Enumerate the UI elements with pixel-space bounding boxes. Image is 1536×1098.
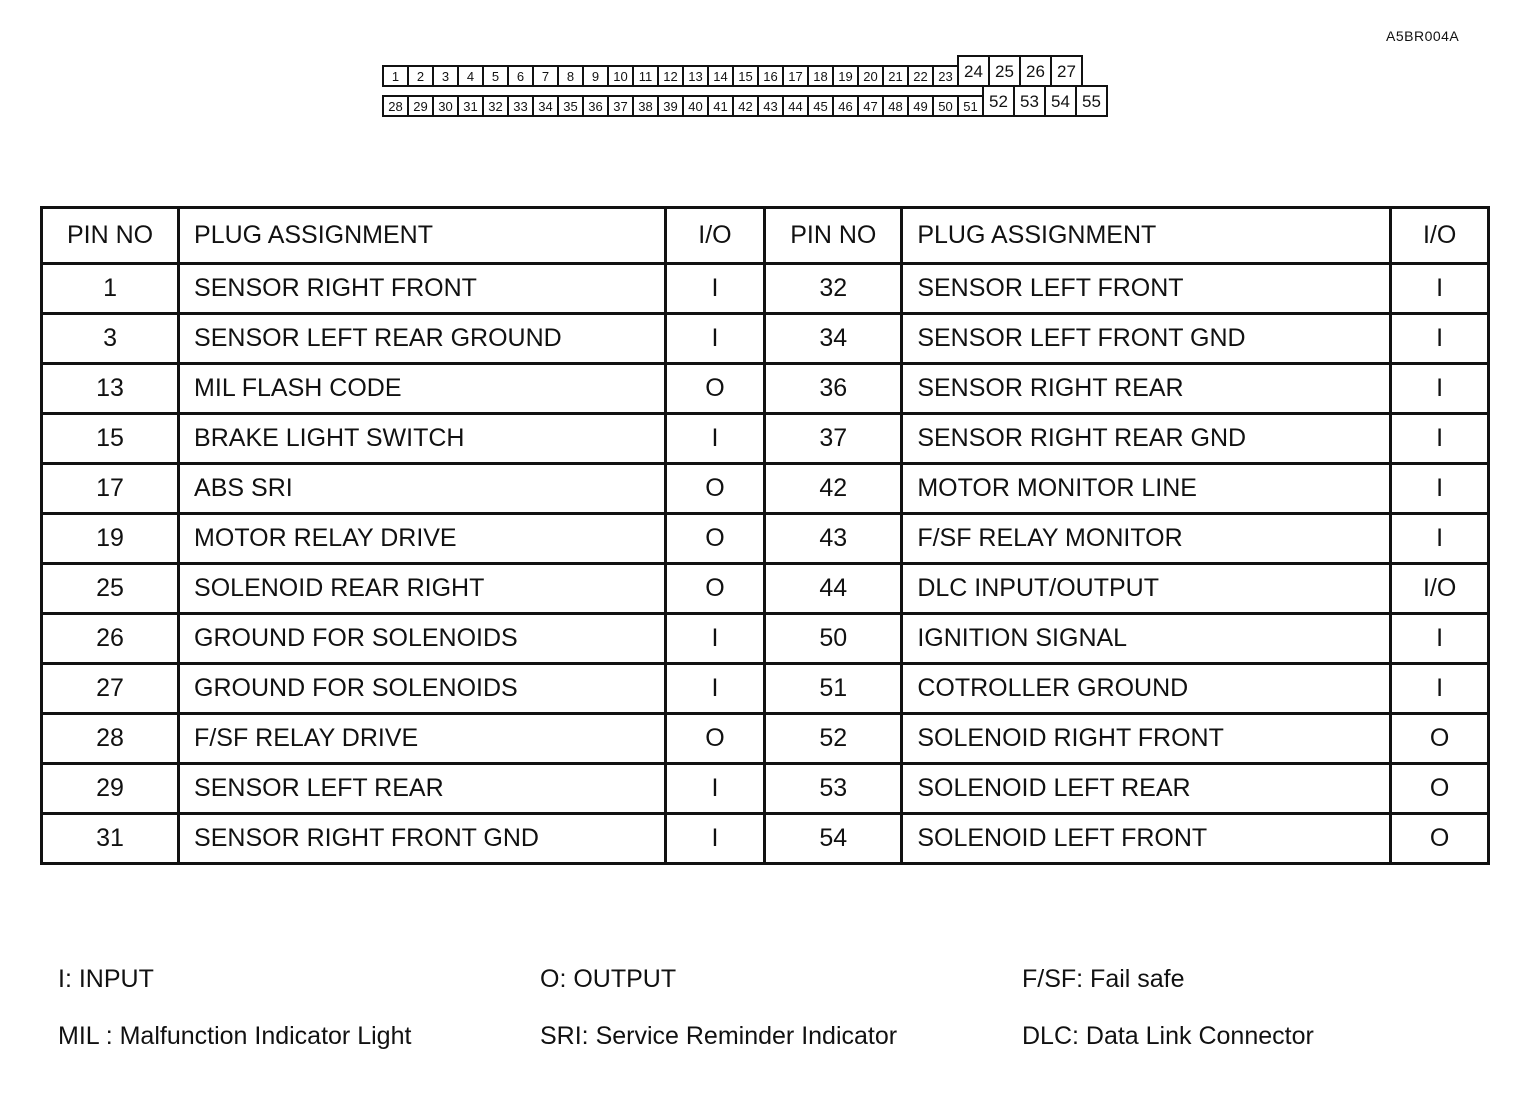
table-row: [42, 464, 1489, 514]
connector-pin: 19: [832, 65, 859, 87]
connector-pin: 51: [957, 95, 984, 117]
cell-pin-no: 15: [42, 414, 179, 464]
cell-plug-assignment-2: SENSOR LEFT FRONT: [902, 264, 1391, 314]
header-pin-no-2: PIN NO: [765, 208, 902, 264]
table-row: [42, 664, 1489, 714]
connector-pin: 28: [382, 95, 409, 117]
cell-plug-assignment: SENSOR LEFT REAR: [179, 764, 666, 814]
table-row: [42, 764, 1489, 814]
connector-pin: 45: [807, 95, 834, 117]
connector-pin: 55: [1075, 85, 1108, 117]
connector-pin: 52: [982, 85, 1015, 117]
connector-pin: 29: [407, 95, 434, 117]
legend-mil: MIL : Malfunction Indicator Light: [58, 1022, 412, 1050]
cell-plug-assignment-2: F/SF RELAY MONITOR: [902, 514, 1391, 564]
header-io-2: I/O: [1391, 208, 1489, 264]
cell-pin-no: 19: [42, 514, 179, 564]
cell-io: O: [665, 364, 765, 414]
table-row: [42, 514, 1489, 564]
connector-pin: 24: [957, 55, 990, 87]
cell-pin-no-2: 54: [765, 814, 902, 864]
cell-io: I: [665, 264, 765, 314]
connector-pin: 22: [907, 65, 934, 87]
legend-dlc: DLC: Data Link Connector: [1022, 1022, 1314, 1050]
cell-pin-no: 27: [42, 664, 179, 714]
connector-pin: 44: [782, 95, 809, 117]
connector-pin: 7: [532, 65, 559, 87]
connector-pin: 4: [457, 65, 484, 87]
cell-io-2: I: [1391, 464, 1489, 514]
cell-plug-assignment: SENSOR RIGHT FRONT: [179, 264, 666, 314]
connector-pin: 43: [757, 95, 784, 117]
connector-pin: 23: [932, 65, 959, 87]
cell-pin-no: 3: [42, 314, 179, 364]
connector-top-row: [382, 55, 1106, 85]
connector-pin: 17: [782, 65, 809, 87]
cell-io-2: I/O: [1391, 564, 1489, 614]
cell-io: I: [665, 414, 765, 464]
table-body: [42, 264, 1489, 864]
table-row: [42, 314, 1489, 364]
cell-io-2: O: [1391, 714, 1489, 764]
cell-io: I: [665, 614, 765, 664]
cell-pin-no: 28: [42, 714, 179, 764]
cell-plug-assignment-2: SOLENOID LEFT FRONT: [902, 814, 1391, 864]
cell-pin-no-2: 36: [765, 364, 902, 414]
connector-pin: 13: [682, 65, 709, 87]
table-header-row: [42, 208, 1489, 264]
connector-pin: 10: [607, 65, 634, 87]
cell-pin-no-2: 52: [765, 714, 902, 764]
legend-failsafe: F/SF: Fail safe: [1022, 965, 1185, 993]
connector-pin: 49: [907, 95, 934, 117]
connector-pin: 27: [1050, 55, 1083, 87]
connector-pin: 5: [482, 65, 509, 87]
connector-pin: 2: [407, 65, 434, 87]
cell-plug-assignment-2: IGNITION SIGNAL: [902, 614, 1391, 664]
table-row: [42, 364, 1489, 414]
table-row: [42, 814, 1489, 864]
cell-plug-assignment: F/SF RELAY DRIVE: [179, 714, 666, 764]
connector-pin: 31: [457, 95, 484, 117]
cell-pin-no-2: 50: [765, 614, 902, 664]
cell-pin-no-2: 34: [765, 314, 902, 364]
connector-pin: 1: [382, 65, 409, 87]
connector-bottom-row: [382, 85, 1106, 115]
cell-pin-no-2: 51: [765, 664, 902, 714]
connector-pin: 15: [732, 65, 759, 87]
cell-io-2: O: [1391, 814, 1489, 864]
connector-pin: 3: [432, 65, 459, 87]
cell-io-2: I: [1391, 414, 1489, 464]
cell-plug-assignment-2: SOLENOID LEFT REAR: [902, 764, 1391, 814]
cell-pin-no: 25: [42, 564, 179, 614]
header-plug-assignment: PLUG ASSIGNMENT: [179, 208, 666, 264]
cell-plug-assignment: SOLENOID REAR RIGHT: [179, 564, 666, 614]
cell-plug-assignment: ABS SRI: [179, 464, 666, 514]
cell-plug-assignment-2: DLC INPUT/OUTPUT: [902, 564, 1391, 614]
cell-pin-no: 17: [42, 464, 179, 514]
cell-pin-no: 1: [42, 264, 179, 314]
connector-pin: 21: [882, 65, 909, 87]
cell-plug-assignment: BRAKE LIGHT SWITCH: [179, 414, 666, 464]
connector-pin: 53: [1013, 85, 1046, 117]
cell-io-2: O: [1391, 764, 1489, 814]
connector-pin: 20: [857, 65, 884, 87]
connector-pin: 41: [707, 95, 734, 117]
cell-plug-assignment-2: SENSOR LEFT FRONT GND: [902, 314, 1391, 364]
legend-output: O: OUTPUT: [540, 965, 677, 993]
cell-plug-assignment: SENSOR LEFT REAR GROUND: [179, 314, 666, 364]
cell-io: O: [665, 564, 765, 614]
cell-pin-no-2: 42: [765, 464, 902, 514]
cell-plug-assignment-2: COTROLLER GROUND: [902, 664, 1391, 714]
connector-pin: 42: [732, 95, 759, 117]
header-plug-assignment-2: PLUG ASSIGNMENT: [902, 208, 1391, 264]
connector-pin: 34: [532, 95, 559, 117]
cell-io: I: [665, 764, 765, 814]
connector-pin: 38: [632, 95, 659, 117]
header-io: I/O: [665, 208, 765, 264]
connector-pin: 37: [607, 95, 634, 117]
cell-io: O: [665, 464, 765, 514]
cell-pin-no-2: 44: [765, 564, 902, 614]
cell-plug-assignment: MOTOR RELAY DRIVE: [179, 514, 666, 564]
header-pin-no: PIN NO: [42, 208, 179, 264]
cell-plug-assignment-2: SENSOR RIGHT REAR GND: [902, 414, 1391, 464]
connector-pin-diagram: [382, 55, 1106, 115]
cell-plug-assignment-2: MOTOR MONITOR LINE: [902, 464, 1391, 514]
connector-pin: 12: [657, 65, 684, 87]
connector-pin: 32: [482, 95, 509, 117]
connector-pin: 39: [657, 95, 684, 117]
cell-pin-no-2: 53: [765, 764, 902, 814]
cell-pin-no-2: 43: [765, 514, 902, 564]
table-row: [42, 414, 1489, 464]
cell-plug-assignment-2: SENSOR RIGHT REAR: [902, 364, 1391, 414]
connector-pin: 30: [432, 95, 459, 117]
cell-pin-no-2: 37: [765, 414, 902, 464]
cell-io: O: [665, 514, 765, 564]
connector-pin: 36: [582, 95, 609, 117]
connector-pin: 46: [832, 95, 859, 117]
cell-io-2: I: [1391, 514, 1489, 564]
cell-io-2: I: [1391, 614, 1489, 664]
cell-io: O: [665, 714, 765, 764]
legend-input: I: INPUT: [58, 965, 154, 993]
connector-pin: 25: [988, 55, 1021, 87]
cell-io-2: I: [1391, 314, 1489, 364]
cell-io: I: [665, 814, 765, 864]
cell-plug-assignment: SENSOR RIGHT FRONT GND: [179, 814, 666, 864]
legend: [58, 965, 1478, 1051]
cell-io: I: [665, 314, 765, 364]
connector-pin: 40: [682, 95, 709, 117]
cell-pin-no: 26: [42, 614, 179, 664]
figure-reference-code: A5BR004A: [1386, 28, 1460, 44]
table-row: [42, 564, 1489, 614]
connector-pin: 9: [582, 65, 609, 87]
cell-plug-assignment: GROUND FOR SOLENOIDS: [179, 664, 666, 714]
connector-pin: 54: [1044, 85, 1077, 117]
connector-pin: 6: [507, 65, 534, 87]
cell-plug-assignment-2: SOLENOID RIGHT FRONT: [902, 714, 1391, 764]
connector-pin: 33: [507, 95, 534, 117]
cell-io-2: I: [1391, 364, 1489, 414]
legend-sri: SRI: Service Reminder Indicator: [540, 1022, 898, 1050]
connector-pin: 47: [857, 95, 884, 117]
cell-plug-assignment: MIL FLASH CODE: [179, 364, 666, 414]
cell-pin-no: 13: [42, 364, 179, 414]
connector-pin: 16: [757, 65, 784, 87]
cell-pin-no-2: 32: [765, 264, 902, 314]
connector-pin: 26: [1019, 55, 1052, 87]
cell-pin-no: 31: [42, 814, 179, 864]
connector-pin: 11: [632, 65, 659, 87]
cell-io: I: [665, 664, 765, 714]
cell-io-2: I: [1391, 664, 1489, 714]
table-row: [42, 264, 1489, 314]
connector-pin: 8: [557, 65, 584, 87]
connector-pin: 50: [932, 95, 959, 117]
connector-pin: 48: [882, 95, 909, 117]
connector-pin: 18: [807, 65, 834, 87]
cell-plug-assignment: GROUND FOR SOLENOIDS: [179, 614, 666, 664]
cell-io-2: I: [1391, 264, 1489, 314]
table-row: [42, 714, 1489, 764]
pin-assignment-table: [40, 206, 1490, 865]
connector-pin: 35: [557, 95, 584, 117]
table-row: [42, 614, 1489, 664]
cell-pin-no: 29: [42, 764, 179, 814]
connector-pin: 14: [707, 65, 734, 87]
